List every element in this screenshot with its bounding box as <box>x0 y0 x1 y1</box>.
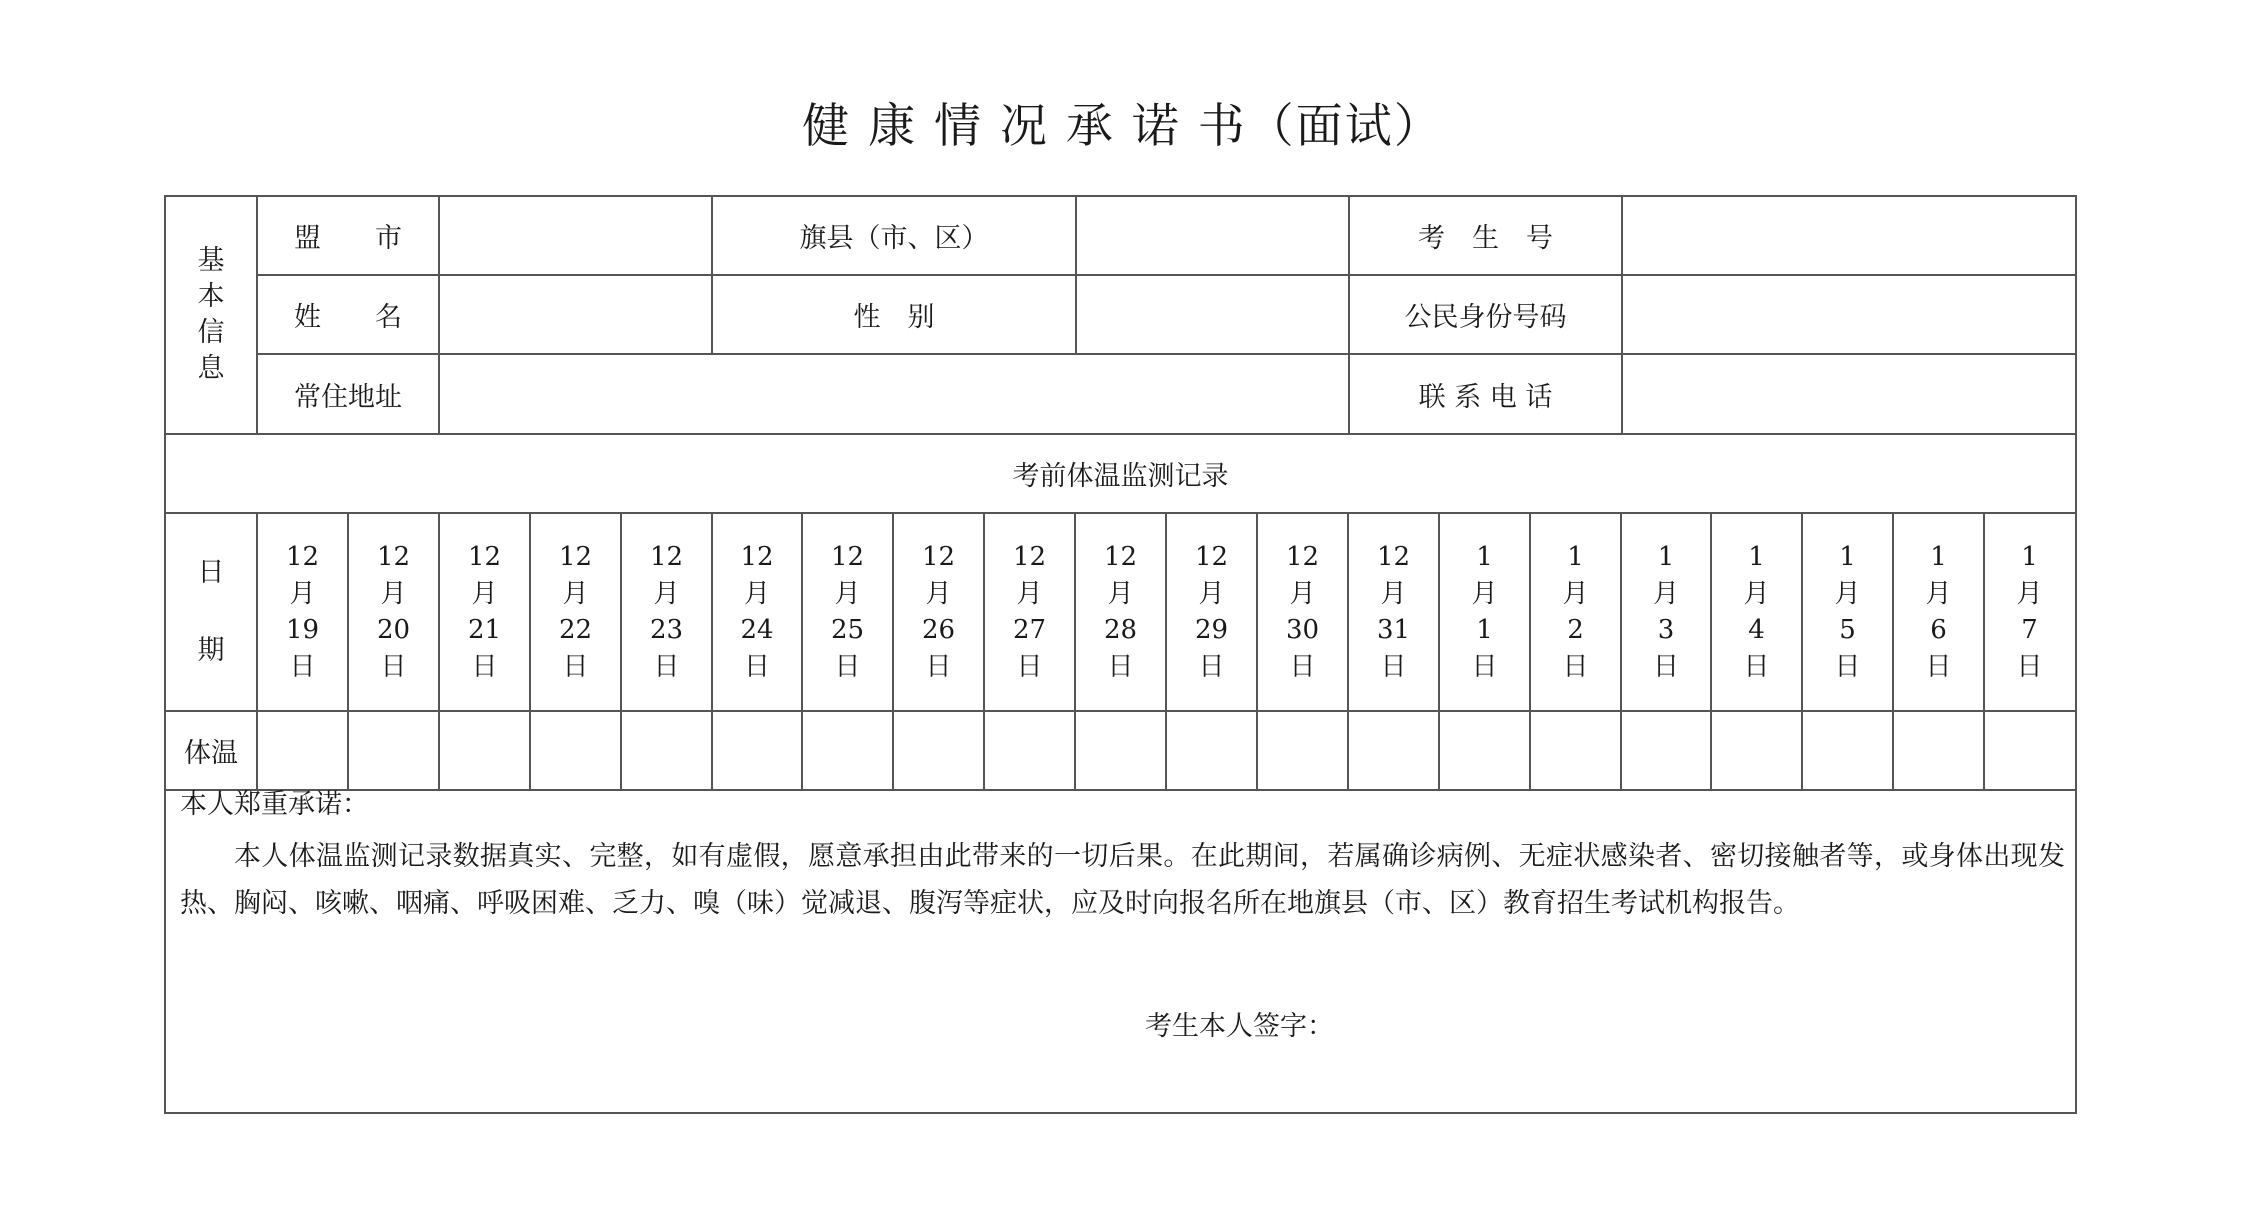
date-day: 5 <box>1839 615 1856 645</box>
health-pledge-form <box>164 195 2077 1114</box>
temperature-entry-cell[interactable] <box>713 712 801 789</box>
temperature-entry-cell[interactable] <box>1440 712 1529 789</box>
date-cell <box>1894 514 1983 710</box>
temperature-entry-cell[interactable] <box>349 712 438 789</box>
date-day-char: 日 <box>380 651 407 682</box>
date-month: 1 <box>1476 542 1493 572</box>
gender-label: 性 别 <box>853 302 935 333</box>
date-month: 1 <box>1839 542 1856 572</box>
date-month-char: 月 <box>562 578 589 609</box>
basic-info-label-char: 本 <box>197 281 225 312</box>
date-row-label <box>166 514 256 710</box>
date-month: 12 <box>1285 542 1320 572</box>
date-month-char: 月 <box>1198 578 1225 609</box>
date-cell <box>1622 514 1710 710</box>
banner-county-label: 旗县（市、区） <box>799 223 989 254</box>
date-month: 12 <box>558 542 593 572</box>
pledge-heading: 本人郑重承诺： <box>180 789 369 820</box>
date-day-char: 日 <box>1925 651 1952 682</box>
basic-info-label-char: 基 <box>197 245 225 276</box>
date-day: 31 <box>1376 615 1411 645</box>
date-month: 12 <box>285 542 320 572</box>
basic-info-label-char: 信 <box>197 317 225 348</box>
date-month: 12 <box>921 542 956 572</box>
name-label: 姓 名 <box>294 302 402 333</box>
date-cell <box>1531 514 1620 710</box>
date-month-char: 月 <box>1471 578 1498 609</box>
phone-label: 联 系 电 话 <box>1418 381 1553 413</box>
date-cell <box>1985 514 2074 710</box>
date-day: 7 <box>2021 615 2038 645</box>
date-day-char: 日 <box>1107 651 1134 682</box>
form-title: 健 康 情 况 承 诺 书（面试） <box>802 99 1443 154</box>
date-day-char: 日 <box>1016 651 1043 682</box>
date-day: 26 <box>921 615 956 645</box>
pledge-section <box>180 783 2065 927</box>
date-month: 12 <box>1103 542 1138 572</box>
date-day: 28 <box>1103 615 1138 645</box>
date-month: 12 <box>467 542 502 572</box>
date-month: 12 <box>376 542 411 572</box>
date-month: 12 <box>1194 542 1229 572</box>
date-month-char: 月 <box>1016 578 1043 609</box>
date-cell <box>803 514 892 710</box>
date-day: 24 <box>740 615 774 645</box>
date-day: 19 <box>285 615 320 645</box>
temperature-entry-cell[interactable] <box>1258 712 1347 789</box>
date-day-char: 日 <box>925 651 952 682</box>
date-day: 22 <box>558 615 593 645</box>
date-cell <box>1167 514 1256 710</box>
date-cell <box>440 514 529 710</box>
league-city-field[interactable] <box>440 197 711 274</box>
date-cell <box>1349 514 1438 710</box>
basic-info-section-label <box>166 197 256 433</box>
temperature-entry-cell[interactable] <box>1349 712 1438 789</box>
phone-field[interactable] <box>1623 355 2075 433</box>
date-cell <box>1076 514 1165 710</box>
date-cell <box>985 514 1074 710</box>
date-cell <box>894 514 983 710</box>
date-day-char: 日 <box>1198 651 1225 682</box>
temperature-entry-cell[interactable] <box>1985 712 2074 789</box>
date-month-char: 月 <box>289 578 316 609</box>
date-day: 3 <box>1657 615 1675 645</box>
date-cell <box>1803 514 1892 710</box>
date-day-char: 日 <box>1652 651 1679 682</box>
date-day-char: 日 <box>653 651 680 682</box>
date-day-char: 日 <box>834 651 861 682</box>
temperature-entry-cell[interactable] <box>622 712 711 789</box>
date-day: 25 <box>830 615 865 645</box>
date-day-char: 日 <box>1562 651 1589 682</box>
temperature-entry-cell[interactable] <box>1803 712 1892 789</box>
date-month-char: 月 <box>1289 578 1316 609</box>
date-month: 12 <box>1376 542 1411 572</box>
date-month-char: 月 <box>653 578 680 609</box>
date-cell <box>1258 514 1347 710</box>
name-field[interactable] <box>440 276 711 353</box>
date-day: 30 <box>1285 615 1320 645</box>
temperature-entry-cell[interactable] <box>894 712 983 789</box>
date-month-char: 月 <box>471 578 498 609</box>
pledge-body: 本人体温监测记录数据真实、完整，如有虚假，愿意承担由此带来的一切后果。在此期间，若属确诊病例、无症状感染者、密切接触者等，或身体出现发热、胸闷、咳嗽、咽痛、呼吸困难、乏力、嗅（味）觉减退、腹泻等症状，应及时向报名所在地旗县（市、区）教育招生考试机构报告。 <box>180 841 2065 919</box>
date-month-char: 月 <box>1562 578 1589 609</box>
league-city-label: 盟 市 <box>294 223 402 254</box>
date-day: 6 <box>1930 615 1947 645</box>
signature-label: 考生本人签字： <box>1145 1011 1334 1042</box>
temperature-entry-cell[interactable] <box>1622 712 1710 789</box>
date-cell <box>531 514 620 710</box>
date-month: 1 <box>2021 542 2038 572</box>
date-month-char: 月 <box>1743 578 1770 609</box>
temperature-entry-cell[interactable] <box>1167 712 1256 789</box>
date-day: 21 <box>467 615 502 645</box>
basic-info-label-char: 息 <box>197 353 225 384</box>
date-month-char: 月 <box>925 578 952 609</box>
date-day-char: 日 <box>1289 651 1316 682</box>
date-cell <box>349 514 438 710</box>
temperature-entry-cell[interactable] <box>1894 712 1983 789</box>
date-day-char: 日 <box>1743 651 1770 682</box>
temperature-entry-cell[interactable] <box>531 712 620 789</box>
date-month: 12 <box>649 542 684 572</box>
date-month-char: 月 <box>380 578 407 609</box>
date-month-char: 月 <box>743 578 770 609</box>
date-month: 12 <box>1012 542 1047 572</box>
date-cell <box>1440 514 1529 710</box>
date-month: 12 <box>740 542 774 572</box>
date-month-char: 月 <box>2016 578 2043 609</box>
date-day: 20 <box>376 615 411 645</box>
date-day: 23 <box>649 615 684 645</box>
temperature-entry-cell[interactable] <box>803 712 892 789</box>
date-day-char: 日 <box>2016 651 2043 682</box>
date-day: 29 <box>1194 615 1229 645</box>
date-cell <box>622 514 711 710</box>
temperature-record-heading: 考前体温监测记录 <box>1012 461 1229 492</box>
date-day-char: 日 <box>289 651 316 682</box>
date-cell <box>258 514 347 710</box>
date-day-char: 日 <box>562 651 589 682</box>
temperature-entry-cell[interactable] <box>1531 712 1620 789</box>
date-day: 27 <box>1012 615 1047 645</box>
temperature-entry-cell[interactable] <box>1076 712 1165 789</box>
id-number-label: 公民身份号码 <box>1404 302 1567 333</box>
banner-county-field[interactable] <box>1077 197 1348 274</box>
exam-number-field[interactable] <box>1623 197 2075 274</box>
address-field[interactable] <box>440 355 1348 433</box>
date-day-char: 日 <box>1380 651 1407 682</box>
date-day: 1 <box>1476 615 1493 645</box>
date-month: 12 <box>830 542 865 572</box>
temperature-entry-cell[interactable] <box>440 712 529 789</box>
date-day: 2 <box>1567 615 1584 645</box>
date-month: 1 <box>1657 542 1675 572</box>
date-month: 1 <box>1567 542 1584 572</box>
temperature-entry-cell[interactable] <box>258 712 347 789</box>
exam-number-label: 考 生 号 <box>1418 223 1553 254</box>
date-label-bottom: 期 <box>197 635 225 666</box>
temperature-row-label: 体温 <box>184 738 238 769</box>
date-cell <box>713 514 801 710</box>
id-number-field[interactable] <box>1623 276 2075 353</box>
date-month: 1 <box>1930 542 1947 572</box>
date-month-char: 月 <box>1925 578 1952 609</box>
date-month-char: 月 <box>1652 578 1679 609</box>
temperature-entry-cell[interactable] <box>985 712 1074 789</box>
date-day-char: 日 <box>1471 651 1498 682</box>
date-day: 4 <box>1748 615 1765 645</box>
date-month-char: 月 <box>1107 578 1134 609</box>
date-day-char: 日 <box>743 651 770 682</box>
date-month: 1 <box>1748 542 1765 572</box>
gender-field[interactable] <box>1077 276 1348 353</box>
date-month-char: 月 <box>834 578 861 609</box>
date-month-char: 月 <box>1834 578 1861 609</box>
date-label-top: 日 <box>197 557 225 588</box>
date-day-char: 日 <box>471 651 498 682</box>
date-cell <box>1712 514 1801 710</box>
date-day-char: 日 <box>1834 651 1861 682</box>
date-month-char: 月 <box>1380 578 1407 609</box>
temperature-entry-cell[interactable] <box>1712 712 1801 789</box>
address-label: 常住地址 <box>294 381 402 413</box>
